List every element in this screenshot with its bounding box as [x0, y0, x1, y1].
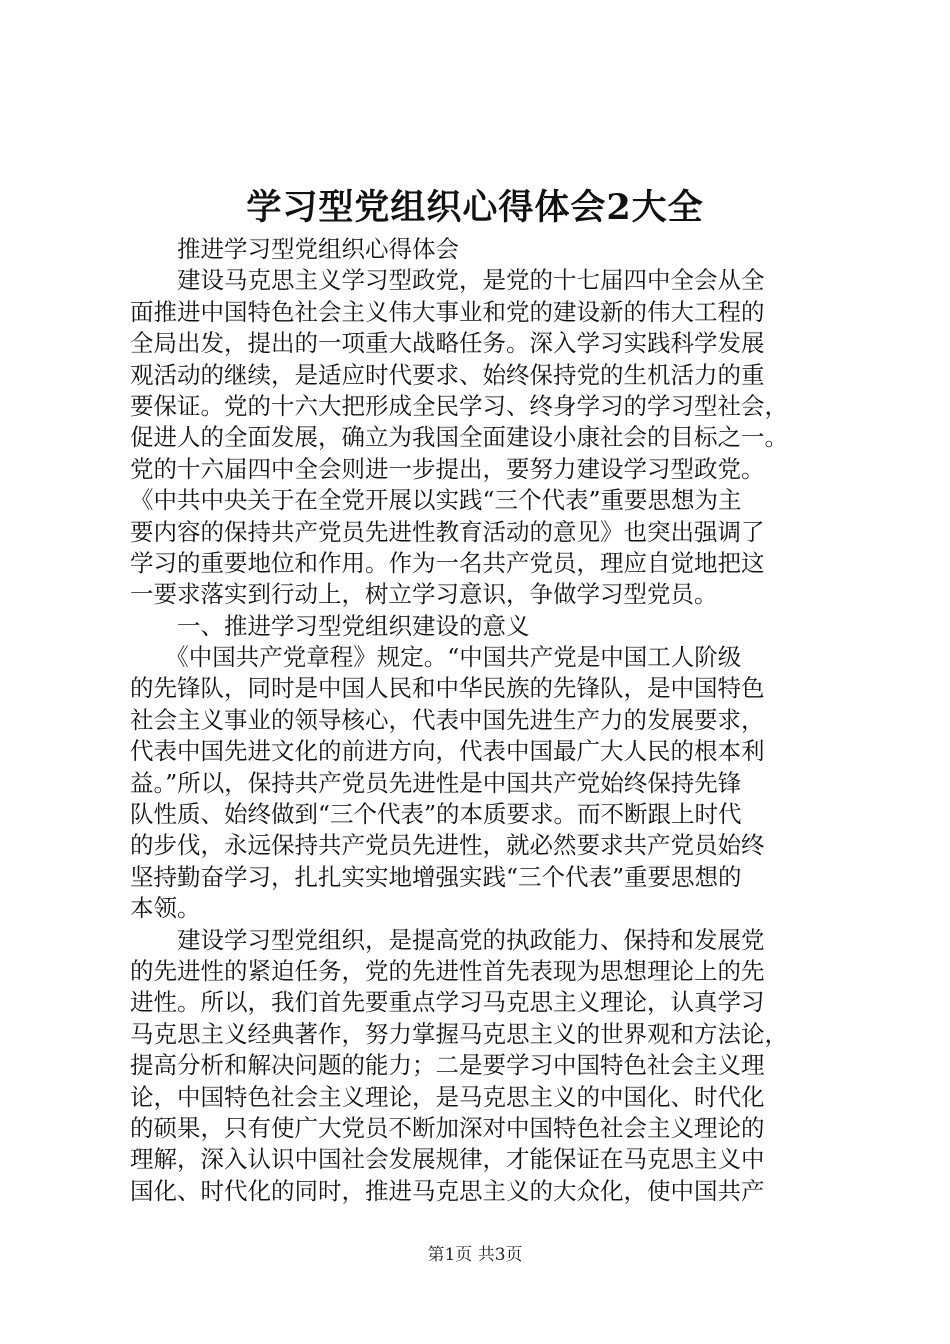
body-line: 学习的重要地位和作用。作为一名共产党员，理应自觉地把这 [130, 548, 765, 577]
body-line: 马克思主义经典著作，努力掌握马克思主义的世界观和方法论， [130, 1019, 788, 1048]
body-line: 面推进中国特色社会主义伟大事业和党的建设新的伟大工程的 [130, 297, 765, 326]
body-line: 益。”所以，保持共产党员先进性是中国共产党始终保持先锋 [130, 768, 742, 797]
body-line: 进性。所以，我们首先要重点学习马克思主义理论，认真学习 [130, 988, 765, 1017]
body-line: 党的十六届四中全会则进一步提出，要努力建设学习型政党。 [130, 454, 765, 483]
body-line: 《中共中央关于在全党开展以实践“三个代表”重要思想为主 [130, 486, 742, 515]
body-line: 推进学习型党组织心得体会 [130, 235, 459, 263]
body-line: 全局出发，提出的一项重大战略任务。深入学习实践科学发展 [130, 329, 765, 358]
body-line: 的步伐，永远保持共产党员先进性，就必然要求共产党员始终 [130, 831, 765, 860]
body-line: 建设马克思主义学习型政党，是党的十七届四中全会从全 [130, 266, 765, 295]
body-line: 《中国共产党章程》规定。“中国共产党是中国工人阶级 [130, 643, 742, 672]
section-heading: 一、推进学习型党组织建设的意义 [130, 611, 530, 640]
body-line: 观活动的继续，是适应时代要求、始终保持党的生机活力的重 [130, 360, 765, 389]
body-line: 理解，深入认识中国社会发展规律，才能保证在马克思主义中 [130, 1145, 765, 1174]
body-line: 一要求落实到行动上，树立学习意识，争做学习型党员。 [130, 580, 718, 609]
body-line: 代表中国先进文化的前进方向，代表中国最广大人民的根本利 [130, 737, 765, 766]
body-line: 的先进性的紧迫任务，党的先进性首先表现为思想理论上的先 [130, 956, 765, 985]
body-line: 坚持勤奋学习，扎扎实实地增强实践“三个代表”重要思想的 [130, 862, 742, 891]
body-line: 队性质、始终做到“三个代表”的本质要求。而不断跟上时代 [130, 800, 742, 829]
body-line: 的先锋队，同时是中国人民和中华民族的先锋队，是中国特色 [130, 674, 765, 703]
body-line: 提高分析和解决问题的能力；二是要学习中国特色社会主义理 [130, 1051, 765, 1080]
body-line: 的硕果，只有使广大党员不断加深对中国特色社会主义理论的 [130, 1113, 765, 1142]
body-line: 促进人的全面发展，确立为我国全面建设小康社会的目标之一。 [130, 423, 788, 452]
body-line: 要内容的保持共产党员先进性教育活动的意见》也突出强调了 [130, 517, 765, 546]
body-line: 本领。 [130, 894, 201, 923]
body-line: 论，中国特色社会主义理论，是马克思主义的中国化、时代化 [130, 1082, 765, 1111]
body-line: 国化、时代化的同时，推进马克思主义的大众化，使中国共产 [130, 1176, 765, 1205]
body-line: 建设学习型党组织，是提高党的执政能力、保持和发展党 [130, 925, 765, 954]
page-footer: 第1页 共3页 [427, 1245, 523, 1265]
body-line: 社会主义事业的领导核心，代表中国先进生产力的发展要求， [130, 705, 765, 734]
document-title: 学习型党组织心得体会2大全 [246, 187, 704, 228]
body-line: 要保证。党的十六大把形成全民学习、终身学习的学习型社会， [130, 391, 788, 420]
document-body [130, 234, 830, 1207]
